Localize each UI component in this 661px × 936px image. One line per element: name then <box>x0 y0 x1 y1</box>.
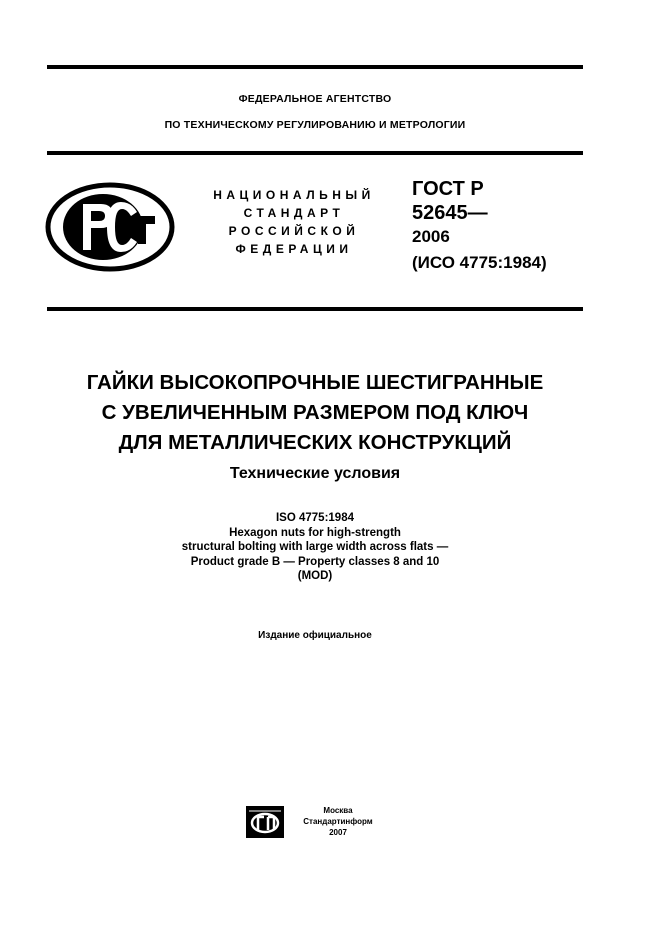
publisher-city: Москва <box>323 806 353 815</box>
title-line-1: ГАЙКИ ВЫСОКОПРОЧНЫЕ ШЕСТИГРАННЫЕ <box>86 371 544 394</box>
national-standard-line-4: ФЕДЕРАЦИИ <box>235 242 353 256</box>
edition-label: Издание официальное <box>258 630 372 641</box>
iso-line-3: structural bolting with large width across flats — <box>181 541 449 553</box>
top-rule <box>47 65 583 69</box>
iso-line-2: Hexagon nuts for high-strength <box>229 526 401 539</box>
iso-line-4: Product grade B — Property classes 8 and 10 <box>190 555 440 568</box>
publisher-name: Стандартинформ <box>303 817 373 826</box>
document-subtitle: Технические условия <box>229 465 401 482</box>
agency-line-1: ФЕДЕРАЛЬНОЕ АГЕНТСТВО <box>238 93 392 105</box>
designation-prefix: ГОСТ Р <box>412 178 484 200</box>
document-title <box>47 368 583 458</box>
standard-designation <box>412 177 547 275</box>
title-line-2: С УВЕЛИЧЕННЫМ РАЗМЕРОМ ПОД КЛЮЧ <box>101 401 529 424</box>
designation-number: 52645— <box>412 202 488 224</box>
national-standard-line-1: НАЦИОНАЛЬНЫЙ <box>213 188 375 202</box>
national-standard-line-3: РОССИЙСКОЙ <box>228 224 360 238</box>
designation-iso: (ИСО 4775:1984) <box>412 253 547 272</box>
iso-line-1: ISO 4775:1984 <box>275 512 354 524</box>
standartinform-logo-icon <box>246 806 284 838</box>
national-standard-line-2: СТАНДАРТ <box>243 206 345 220</box>
title-line-3: ДЛЯ МЕТАЛЛИЧЕСКИХ КОНСТРУКЦИЙ <box>118 431 512 454</box>
publisher-year: 2007 <box>329 828 347 837</box>
middle-rule-bottom <box>47 307 583 311</box>
iso-reference <box>47 511 583 584</box>
agency-line-2: ПО ТЕХНИЧЕСКОМУ РЕГУЛИРОВАНИЮ И МЕТРОЛОГИИ <box>164 119 466 131</box>
publisher-info <box>292 805 384 838</box>
iso-line-5: (MOD) <box>297 570 333 582</box>
rst-certification-mark-icon <box>45 182 175 272</box>
designation-year: 2006 <box>412 227 450 246</box>
middle-rule-top <box>47 151 583 155</box>
national-standard-label <box>188 186 400 258</box>
